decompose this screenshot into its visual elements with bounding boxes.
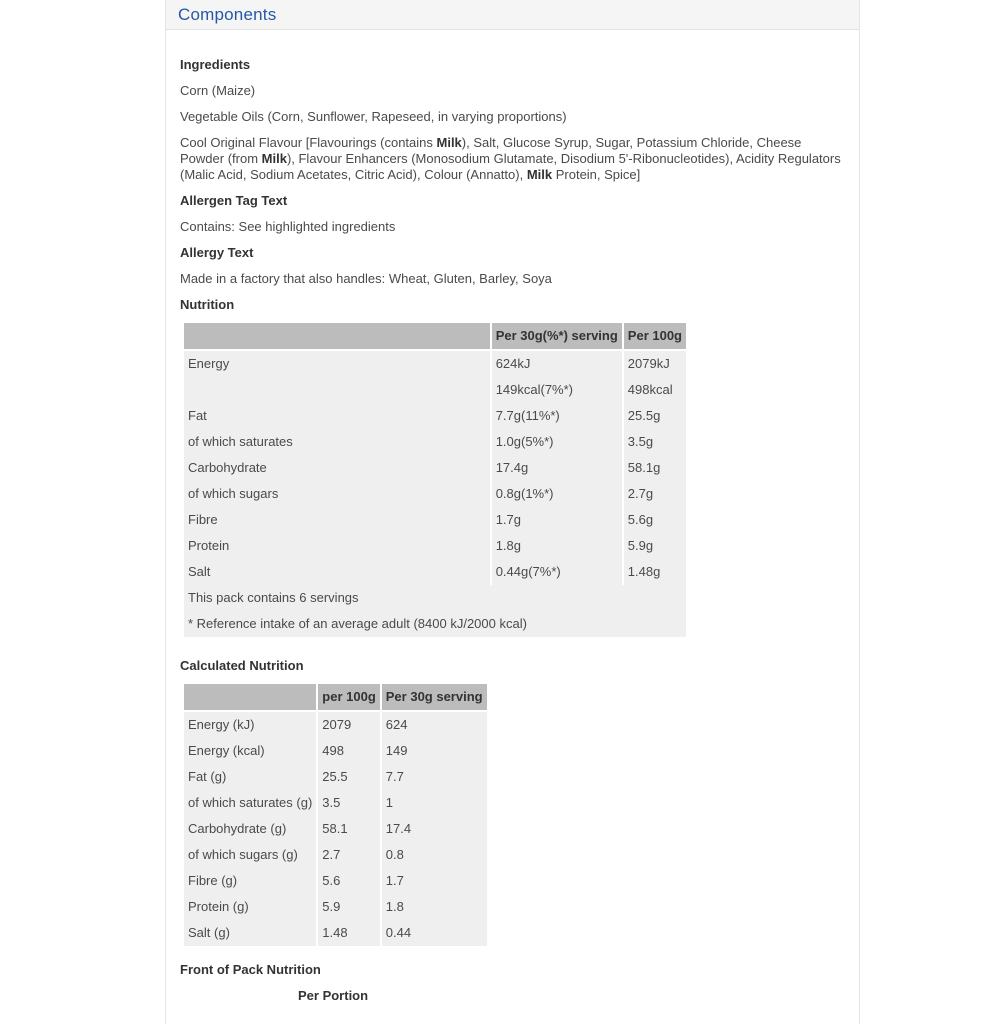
panel-title: Components — [178, 4, 277, 24]
table-row — [184, 738, 487, 764]
table-row — [184, 559, 686, 585]
table-cell: 1.8 — [382, 894, 487, 920]
table-cell: 1.48g — [624, 559, 686, 585]
table-cell: of which sugars (g) — [184, 842, 316, 868]
table-row — [184, 816, 487, 842]
ingredient-item: Vegetable Oils (Corn, Sunflower, Rapeseed, in varying proportions) — [180, 109, 567, 124]
per-portion-label: Per Portion — [298, 988, 369, 1003]
table-cell: Carbohydrate (g) — [184, 816, 316, 842]
allergy-text: Made in a factory that also handles: Wheat, Gluten, Barley, Soya — [180, 271, 552, 286]
table-row — [184, 764, 487, 790]
table-cell: Fat — [184, 403, 490, 429]
table-cell: Salt (g) — [184, 920, 316, 946]
table-cell: 3.5 — [318, 790, 379, 816]
table-cell: 1.48 — [318, 920, 379, 946]
ingredient-item: Corn (Maize) — [180, 83, 256, 98]
table-cell: Energy (kcal) — [184, 738, 316, 764]
table-cell: 149kcal(7%*) — [492, 377, 622, 403]
table-cell — [184, 377, 490, 403]
panel-header — [166, 0, 859, 30]
table-cell: 1.7g — [492, 507, 622, 533]
table-cell: 5.9g — [624, 533, 686, 559]
table-cell: 0.44 — [382, 920, 487, 946]
table-cell: Fat (g) — [184, 764, 316, 790]
front-of-pack-heading: Front of Pack Nutrition — [180, 962, 321, 977]
table-header-cell: Per 100g — [624, 323, 686, 351]
table-header-cell: per 100g — [318, 684, 379, 712]
components-panel — [165, 0, 860, 1024]
table-cell: 17.4g — [492, 455, 622, 481]
table-cell: 3.5g — [624, 429, 686, 455]
table-header-row — [184, 323, 686, 351]
table-cell: 2079kJ — [624, 351, 686, 377]
table-cell: Protein — [184, 533, 490, 559]
table-cell: 1.7 — [382, 868, 487, 894]
table-cell: 25.5g — [624, 403, 686, 429]
table-row — [184, 790, 487, 816]
table-cell: 1 — [382, 790, 487, 816]
table-header-cell — [184, 684, 316, 712]
ingredients-heading: Ingredients — [180, 57, 251, 72]
table-cell: Energy (kJ) — [184, 712, 316, 738]
table-row — [184, 507, 686, 533]
table-cell: of which saturates — [184, 429, 490, 455]
table-cell: of which sugars — [184, 481, 490, 507]
ingredient-item: Cool Original Flavour [Flavourings (contains Milk), Salt, Glucose Syrup, Sugar, Potassium Chloride, Cheese Powder (from Milk), Flavour Enhancers (Monosodium Glutamate, Disodium 5'-Ribonucleotides), Acidity Regulators (Malic Acid, Sodium Acetates, Citric Acid), Colour (Annatto), Milk Protein, Spice] — [180, 135, 841, 182]
table-row — [184, 842, 487, 868]
table-cell: Salt — [184, 559, 490, 585]
allergy-heading: Allergy Text — [180, 245, 254, 260]
table-row — [184, 351, 686, 377]
table-cell: 7.7 — [382, 764, 487, 790]
table-cell: 2.7g — [624, 481, 686, 507]
table-cell: 624kJ — [492, 351, 622, 377]
table-row — [184, 920, 487, 946]
calculated-nutrition-table — [182, 684, 489, 946]
table-footnote-row — [184, 611, 686, 637]
table-cell: 498kcal — [624, 377, 686, 403]
table-cell: 17.4 — [382, 816, 487, 842]
table-cell: Protein (g) — [184, 894, 316, 920]
table-footnote-cell: * Reference intake of an average adult (8400 kJ/2000 kcal) — [184, 611, 686, 637]
table-cell: 7.7g(11%*) — [492, 403, 622, 429]
table-header-row — [184, 684, 487, 712]
table-row — [184, 894, 487, 920]
table-cell: 1.0g(5%*) — [492, 429, 622, 455]
table-row — [184, 533, 686, 559]
table-cell: 25.5 — [318, 764, 379, 790]
panel-content — [166, 30, 859, 1024]
table-cell: 2079 — [318, 712, 379, 738]
table-row — [184, 429, 686, 455]
calculated-nutrition-heading: Calculated Nutrition — [180, 658, 304, 673]
table-footnote-cell: This pack contains 6 servings — [184, 585, 686, 611]
table-row — [184, 377, 686, 403]
table-row — [184, 481, 686, 507]
table-row — [184, 455, 686, 481]
table-cell: 0.44g(7%*) — [492, 559, 622, 585]
table-cell: 1.8g — [492, 533, 622, 559]
table-row — [184, 712, 487, 738]
allergen-tag-heading: Allergen Tag Text — [180, 193, 288, 208]
table-header-cell: Per 30g serving — [382, 684, 487, 712]
table-cell: Fibre (g) — [184, 868, 316, 894]
table-cell: 5.6 — [318, 868, 379, 894]
table-row — [184, 403, 686, 429]
table-cell: Carbohydrate — [184, 455, 490, 481]
table-cell: of which saturates (g) — [184, 790, 316, 816]
table-header-cell: Per 30g(%*) serving — [492, 323, 622, 351]
table-cell: 149 — [382, 738, 487, 764]
nutrition-heading: Nutrition — [180, 297, 235, 312]
allergen-tag-text: Contains: See highlighted ingredients — [180, 219, 396, 234]
table-cell: 58.1 — [318, 816, 379, 842]
table-cell: 0.8 — [382, 842, 487, 868]
table-cell: 624 — [382, 712, 487, 738]
table-cell: 498 — [318, 738, 379, 764]
table-cell: 0.8g(1%*) — [492, 481, 622, 507]
table-cell: Fibre — [184, 507, 490, 533]
table-row — [184, 868, 487, 894]
table-footnote-row — [184, 585, 686, 611]
table-header-cell — [184, 323, 490, 351]
table-cell: 5.9 — [318, 894, 379, 920]
table-cell: Energy — [184, 351, 490, 377]
table-cell: 2.7 — [318, 842, 379, 868]
nutrition-table — [182, 323, 688, 637]
table-cell: 58.1g — [624, 455, 686, 481]
table-cell: 5.6g — [624, 507, 686, 533]
